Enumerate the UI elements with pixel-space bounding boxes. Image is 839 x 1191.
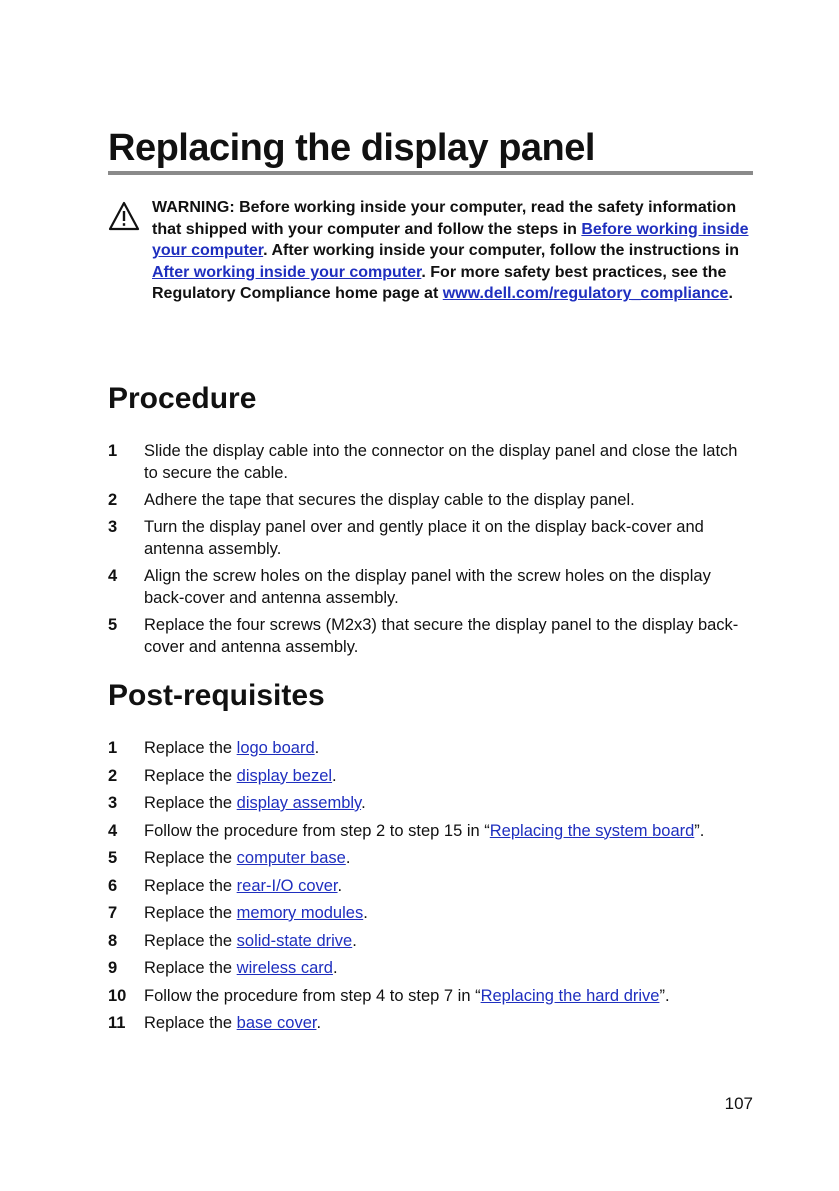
rear-io-cover-link[interactable]: rear-I/O cover — [236, 876, 338, 895]
step-text: Replace the — [144, 739, 237, 757]
step-text: Slide the display cable into the connector on the display panel and close the latch to secure the cable. — [144, 442, 738, 482]
step-text-end: . — [361, 794, 366, 812]
regulatory-compliance-link[interactable]: www.dell.com/regulatory_compliance — [442, 285, 729, 303]
post-step — [108, 875, 753, 897]
display-assembly-link[interactable]: display assembly — [236, 794, 362, 812]
step-text: Replace the four screws (M2x3) that secure the display panel to the display back-cover and antenna assembly. — [144, 616, 739, 656]
post-step — [108, 847, 753, 869]
step-text: Turn the display panel over and gently place it on the display back-cover and antenna assembly. — [144, 518, 704, 558]
step-text-end: . — [332, 959, 338, 977]
step-text: Replace the — [144, 794, 237, 812]
procedure-step — [108, 614, 753, 658]
step-number: 11 — [108, 1014, 126, 1032]
step-text: Replace the — [144, 849, 237, 867]
step-text: Replace the — [144, 876, 237, 895]
step-number: 8 — [108, 931, 118, 950]
step-text-end: . — [352, 931, 357, 950]
solid-state-drive-link[interactable]: solid-state drive — [236, 931, 353, 950]
page-title: Replacing the display panel — [108, 127, 595, 169]
base-cover-link[interactable]: base cover — [236, 1014, 317, 1032]
warning-triangle-icon — [108, 201, 140, 231]
step-text: Replace the — [144, 904, 237, 922]
post-step — [108, 957, 753, 979]
step-text-end: ”. — [694, 821, 705, 840]
memory-modules-link[interactable]: memory modules — [236, 904, 364, 922]
post-step — [108, 792, 753, 814]
post-requisites-list — [108, 737, 753, 1040]
step-text-end: . — [337, 876, 343, 895]
step-number: 3 — [108, 794, 118, 812]
post-step — [108, 902, 753, 924]
warning-text-part: WARNING: Before working inside your computer, read the safety information that shipped with your computer and follow the steps in — [152, 199, 737, 238]
procedure-step — [108, 516, 753, 560]
step-number: 5 — [108, 849, 118, 867]
procedure-step — [108, 565, 753, 609]
step-number: 7 — [108, 904, 118, 922]
display-bezel-link[interactable]: display bezel — [236, 766, 333, 785]
warning-text-part: . For more safety best practices, see the Regulatory Compliance home page at — [152, 263, 727, 303]
post-step — [108, 985, 753, 1007]
page-number: 107 — [724, 1094, 753, 1113]
computer-base-link[interactable]: computer base — [236, 849, 346, 867]
step-number: 4 — [108, 567, 118, 585]
post-step — [108, 930, 753, 952]
replacing-hard-drive-link[interactable]: Replacing the hard drive — [480, 986, 660, 1005]
procedure-heading: Procedure — [108, 382, 257, 415]
step-text: Replace the — [144, 766, 237, 785]
post-step — [108, 737, 753, 759]
step-number: 6 — [108, 876, 118, 895]
step-number: 4 — [108, 821, 118, 840]
replacing-system-board-link[interactable]: Replacing the system board — [489, 821, 695, 840]
step-text-end: . — [332, 766, 337, 785]
before-working-link[interactable]: Before working inside your computer — [152, 220, 749, 260]
step-text: Align the screw holes on the display panel with the screw holes on the display back-cover and antenna assembly. — [144, 567, 711, 607]
step-text: Replace the — [144, 931, 237, 950]
step-number: 9 — [108, 959, 118, 977]
step-text: Follow the procedure from step 2 to step 15 in “ — [144, 821, 490, 840]
step-text: Replace the — [144, 959, 237, 977]
procedure-step — [108, 440, 753, 484]
logo-board-link[interactable]: logo board — [236, 739, 315, 757]
procedure-list — [108, 440, 753, 663]
after-working-link[interactable]: After working inside your computer — [152, 263, 422, 281]
step-text-end: . — [314, 739, 320, 757]
step-number: 2 — [108, 491, 118, 509]
step-text-end: . — [316, 1014, 322, 1032]
title-divider — [108, 171, 753, 175]
step-text: Replace the — [144, 1014, 237, 1032]
step-number: 3 — [108, 518, 118, 536]
step-number: 10 — [108, 986, 127, 1005]
step-number: 2 — [108, 766, 118, 785]
procedure-step — [108, 489, 753, 511]
step-text-end: . — [345, 849, 351, 867]
step-text-end: . — [363, 904, 368, 922]
warning-text — [152, 197, 752, 305]
warning-text-part: . After working inside your computer, follow the instructions in — [263, 242, 740, 260]
wireless-card-link[interactable]: wireless card — [236, 959, 333, 977]
step-text-end: ”. — [659, 986, 670, 1005]
step-text: Adhere the tape that secures the display cable to the display panel. — [144, 491, 635, 509]
step-number: 1 — [108, 739, 118, 757]
post-step — [108, 765, 753, 787]
post-step — [108, 1012, 753, 1034]
post-requisites-heading: Post-requisites — [108, 679, 325, 712]
step-number: 1 — [108, 442, 118, 460]
post-step — [108, 820, 753, 842]
step-number: 5 — [108, 616, 118, 634]
step-text: Follow the procedure from step 4 to step 7 in “ — [144, 986, 481, 1005]
warning-text-part: . — [728, 285, 733, 303]
